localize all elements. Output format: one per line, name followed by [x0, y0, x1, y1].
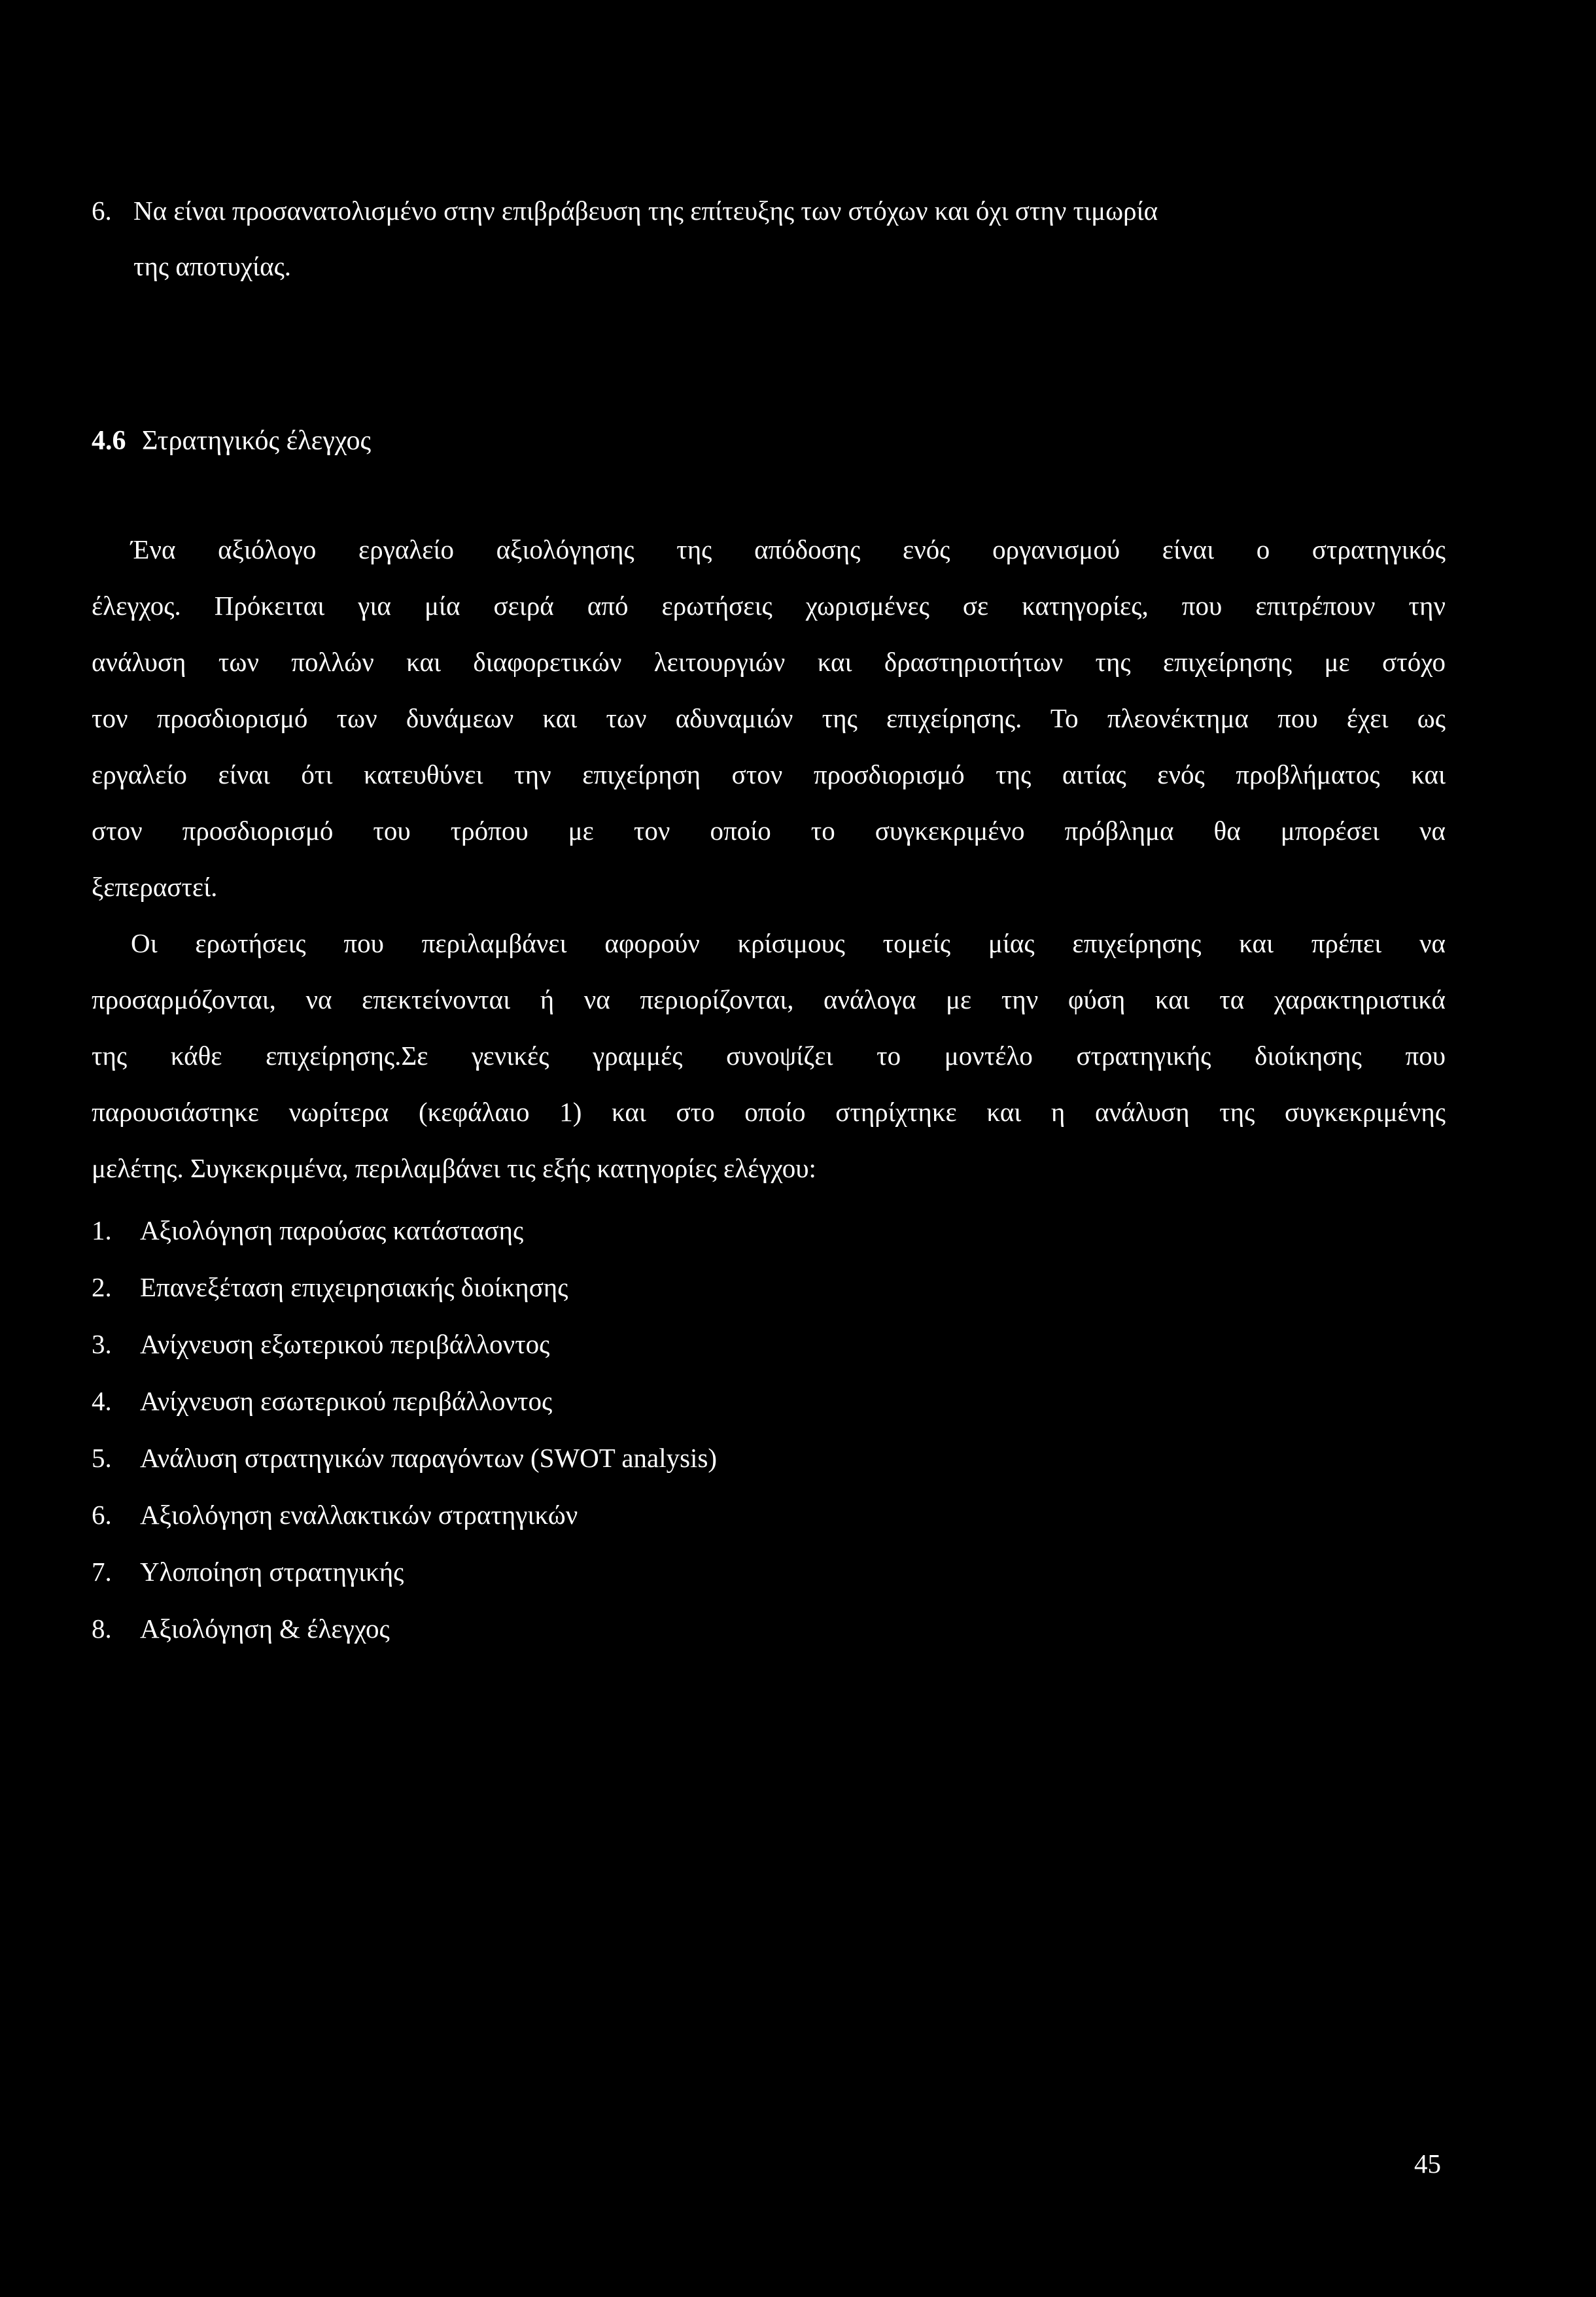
list-item-6-text: Να είναι προσανατολισμένο στην επιβράβευση της επίτευξης των στόχων και όχι στην τιμωρία — [133, 196, 1158, 226]
paragraph-2-line-5: μελέτης. Συγκεκριμένα, περιλαμβάνει τις εξής κατηγορίες ελέγχου: — [92, 1153, 816, 1183]
list-item-text: Ανάλυση στρατηγικών παραγόντων (SWOT analysis) — [140, 1443, 718, 1473]
list-item — [92, 1544, 717, 1600]
list-item — [92, 1202, 717, 1259]
section-title: Στρατηγικός έλεγχος — [142, 426, 372, 456]
list-item-number: 5. — [92, 1443, 112, 1473]
section-heading — [92, 424, 371, 458]
paragraph-1-line-4: τον προσδιορισμό των δυνάμεων και των αδυναμιών της επιχείρησης. Το πλεονέκτημα που έχει ως — [92, 703, 1446, 733]
list-item-text: Ανίχνευση εξωτερικού περιβάλλοντος — [140, 1329, 550, 1359]
list-item-number: 4. — [92, 1386, 112, 1416]
list-item-6-line-2: της αποτυχίας. — [133, 251, 292, 281]
list-item-6-line-1 — [92, 194, 1158, 228]
list-item-text: Αξιολόγηση & έλεγχος — [140, 1614, 390, 1644]
list-item-number: 6. — [92, 1500, 112, 1530]
paragraph-1-line-6: στον προσδιορισμό του τρόπου με τον οποίο το συγκεκριμένο πρόβλημα θα μπορέσει να — [92, 816, 1446, 846]
list-item-number: 3. — [92, 1329, 112, 1359]
list-item — [92, 1487, 717, 1544]
list-item — [92, 1430, 717, 1487]
paragraph-1-line-5: εργαλείο είναι ότι κατευθύνει την επιχείρηση στον προσδιορισμό της αιτίας ενός προβλήματος και — [92, 759, 1446, 789]
paragraph-2-line-1: Οι ερωτήσεις που περιλαμβάνει αφορούν κρίσιμους τομείς μίας επιχείρησης και πρέπει να — [131, 928, 1446, 958]
paragraph-1-line-3: ανάλυση των πολλών και διαφορετικών λειτουργιών και δραστηριοτήτων της επιχείρησης με στόχο — [92, 647, 1446, 677]
list-item — [92, 1600, 717, 1657]
list-item — [92, 1259, 717, 1316]
control-categories-list — [92, 1202, 717, 1657]
section-number: 4.6 — [92, 426, 126, 456]
list-item-text: Επανεξέταση επιχειρησιακής διοίκησης — [140, 1272, 568, 1302]
list-item-number: 7. — [92, 1557, 112, 1587]
paragraph-1-line-7: ξεπεραστεί. — [92, 872, 218, 902]
list-item-6-number: 6. — [92, 196, 112, 226]
list-item — [92, 1316, 717, 1373]
page-number: 45 — [1414, 2149, 1441, 2179]
paragraph-2-line-3: της κάθε επιχείρησης.Σε γενικές γραμμές συνοψίζει το μοντέλο στρατηγικής διοίκησης που — [92, 1041, 1446, 1071]
paragraph-1-line-2: έλεγχος. Πρόκειται για μία σειρά από ερωτήσεις χωρισμένες σε κατηγορίες, που επιτρέπουν την — [92, 591, 1446, 621]
list-item-number: 2. — [92, 1272, 112, 1302]
paragraph-1-line-1: Ένα αξιόλογο εργαλείο αξιολόγησης της απόδοσης ενός οργανισμού είναι ο στρατηγικός — [131, 534, 1446, 564]
list-item-number: 8. — [92, 1614, 112, 1644]
list-item-number: 1. — [92, 1215, 112, 1245]
list-item-text: Υλοποίηση στρατηγικής — [140, 1557, 404, 1587]
paragraph-2-line-4: παρουσιάστηκε νωρίτερα (κεφάλαιο 1) και στο οποίο στηρίχτηκε και η ανάλυση της συγκεκριμένης — [92, 1097, 1446, 1127]
list-item — [92, 1373, 717, 1430]
list-item-text: Ανίχνευση εσωτερικού περιβάλλοντος — [140, 1386, 553, 1416]
list-item-text: Αξιολόγηση παρούσας κατάστασης — [140, 1215, 524, 1245]
paragraph-2-line-2: προσαρμόζονται, να επεκτείνονται ή να περιορίζονται, ανάλογα με την φύση και τα χαρακτηριστικά — [92, 984, 1446, 1014]
list-item-text: Αξιολόγηση εναλλακτικών στρατηγικών — [140, 1500, 578, 1530]
